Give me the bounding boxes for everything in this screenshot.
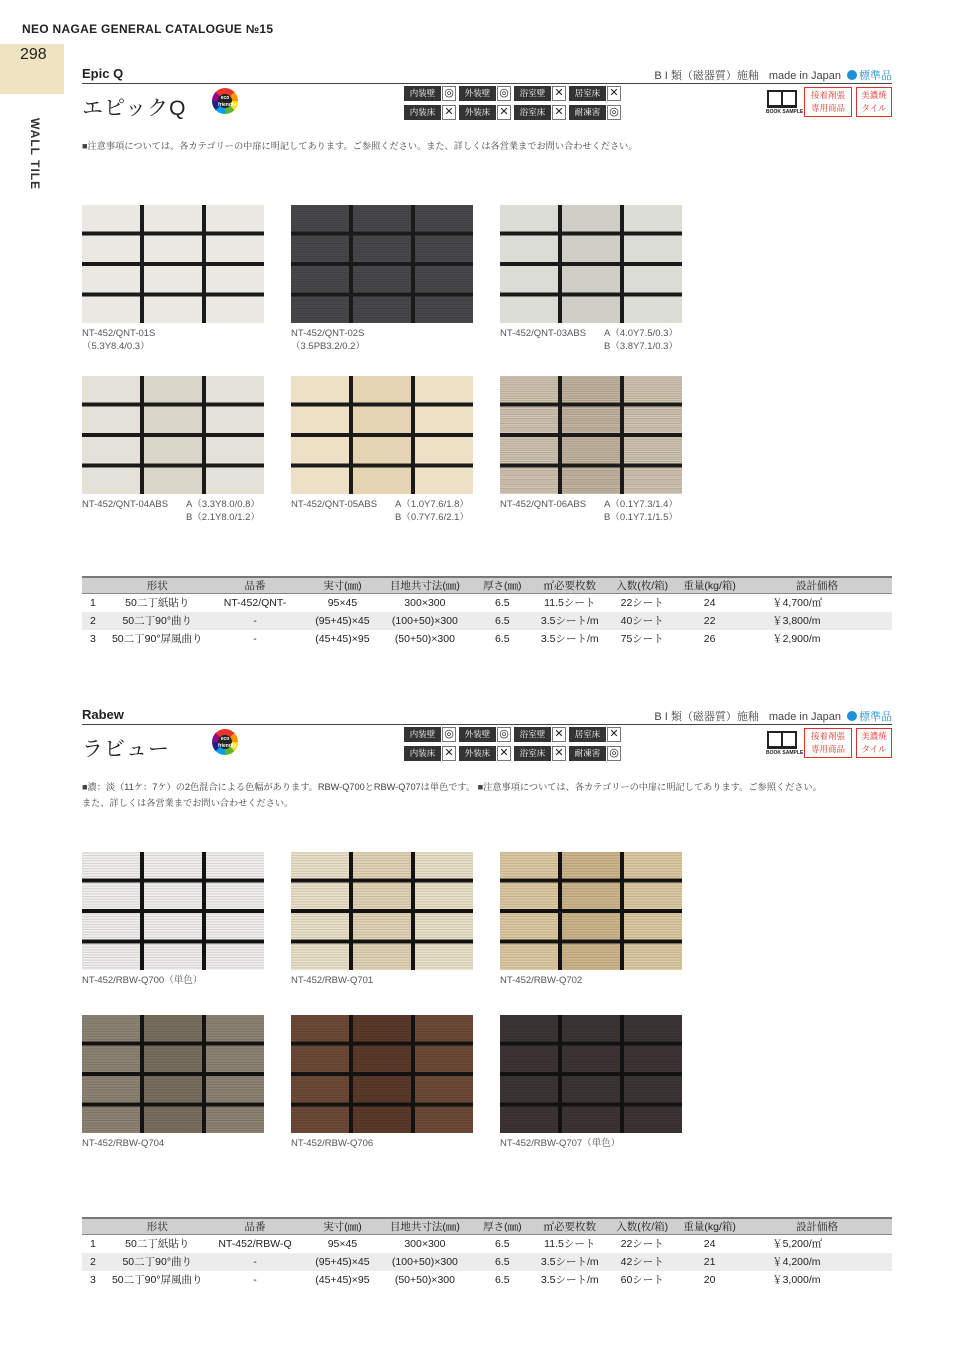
table-cell: (45+45)×95 (315, 632, 370, 645)
tag-line: 接着剤張 (810, 731, 845, 741)
usage-label: 居室床 (569, 86, 606, 101)
tile-swatch-image (82, 205, 264, 323)
eco-text-line: eco (220, 95, 230, 101)
swatch-code: NT-452/QNT-03ABS (500, 328, 587, 339)
table-cell: 42シート (607, 1253, 677, 1271)
table-cell: ￥3,800/m (742, 612, 892, 630)
usage-mark: ◎ (497, 86, 511, 101)
section-header (82, 707, 892, 725)
table-cell: 6.5 (472, 1253, 532, 1271)
usage-cell (459, 86, 511, 101)
tile-piece (562, 297, 620, 324)
table-cell: 1 (90, 596, 96, 609)
table-cell: - (203, 612, 308, 630)
tile-piece (206, 468, 264, 495)
table-header-cell: 重量(kg/箱) (677, 1218, 742, 1235)
origin: made in Japan (768, 711, 841, 723)
table-cell: 3 (90, 632, 96, 645)
product-section-1 (82, 66, 892, 666)
table-cell: 20 (703, 1273, 716, 1286)
table-cell: 3.5シート/m (532, 1253, 607, 1271)
usage-cell (514, 746, 566, 761)
usage-cell (514, 105, 566, 120)
tile-piece (144, 468, 202, 495)
table-row (82, 630, 892, 648)
section-note: ■濃：淡（11ケ：7ケ）の2色混合による色幅があります。RBW-Q700とRBW-Q707は単色です。 ■注意事項については、各カテゴリーの中扉に明記してあります。ご参照ください。 (82, 782, 822, 792)
table-header-cell (82, 1218, 112, 1235)
tile-swatch-image (500, 376, 682, 494)
usage-label: 内装壁 (404, 86, 441, 101)
table-cell: 11.5シート (544, 597, 596, 610)
product-tag-2 (856, 728, 892, 758)
book-sample-icon (766, 90, 804, 118)
tile-piece (500, 236, 558, 263)
tile-piece (624, 205, 682, 232)
table-cell: 11.5シート (544, 1238, 596, 1251)
table-header-cell: 重量(kg/箱) (677, 577, 742, 594)
swatch-color-spec: A（3.3Y8.0/0.8） (186, 499, 260, 510)
swatch-code: NT-452/QNT-01S (82, 328, 156, 339)
table-cell: 2 (82, 1253, 112, 1271)
tile-swatch-image (500, 852, 682, 970)
eco-badge-text (218, 94, 237, 108)
tile-piece (562, 205, 620, 232)
tile-piece (415, 468, 473, 495)
table-cell: 6.5 (495, 596, 510, 609)
tile-piece (500, 205, 558, 232)
usage-cell (569, 727, 621, 742)
table-header-cell: 実寸(㎜) (307, 577, 377, 594)
swatch-code: NT-452/RBW-Q701 (291, 975, 374, 986)
tile-piece (206, 297, 264, 324)
product-name-en: Epic Q (82, 66, 124, 81)
table-header-cell: 入数(枚/箱) (607, 577, 677, 594)
table-cell: (50+50)×300 (394, 1273, 455, 1286)
tile-swatch-image (500, 1015, 682, 1133)
tile-piece (415, 407, 473, 434)
usage-mark: ◎ (607, 105, 621, 120)
tile-piece (82, 376, 140, 403)
table-cell: 1 (90, 1237, 96, 1250)
table-header-row (82, 1218, 892, 1235)
usage-cell (459, 105, 511, 120)
table-header-cell: ㎡必要枚数 (532, 1218, 607, 1235)
usage-cell (514, 727, 566, 742)
tile-piece (144, 236, 202, 263)
section-note: ■注意事項については、各カテゴリーの中扉に明記してあります。ご参照ください。また、詳しくは各営業までお問い合わせください。 (82, 141, 638, 151)
table-cell: 60シート (620, 1274, 664, 1286)
tile-piece (82, 468, 140, 495)
tag-line: 美濃焼 (861, 731, 887, 741)
usage-cell (404, 746, 456, 761)
eco-text-line: eco (220, 736, 230, 742)
table-cell: 300×300 (404, 1237, 446, 1250)
tile-swatch-image (500, 205, 682, 323)
table-cell: - (203, 1253, 308, 1271)
tile-piece (82, 205, 140, 232)
swatch-code: NT-452/RBW-Q706 (291, 1138, 374, 1149)
tag-line: 美濃焼 (861, 90, 887, 100)
usage-mark: ✕ (552, 105, 566, 120)
tile-piece (624, 266, 682, 293)
table-header-cell: 形状 (112, 1218, 203, 1235)
table-header-cell: 実寸(㎜) (307, 1218, 377, 1235)
swatch-code: NT-452/QNT-04ABS (82, 499, 169, 510)
eco-badge-text (218, 735, 237, 749)
book-sample-label: BOOK SAMPLE (766, 109, 804, 115)
swatch-color-spec: A（4.0Y7.5/0.3） (604, 328, 678, 339)
section-note: また、詳しくは各営業までお問い合わせください。 (82, 798, 294, 808)
usage-label: 浴室壁 (514, 86, 551, 101)
tile-piece (291, 407, 349, 434)
tile-piece (353, 407, 411, 434)
usage-cell (404, 727, 456, 742)
tile-swatch (500, 852, 682, 970)
tile-piece (82, 297, 140, 324)
usage-cell (514, 86, 566, 101)
standard-label: 標準品 (859, 70, 892, 82)
usage-mark: ✕ (442, 746, 456, 761)
tile-swatch (82, 205, 264, 323)
tile-swatch-image (82, 1015, 264, 1133)
usage-cell (459, 746, 511, 761)
table-header-cell (82, 577, 112, 594)
table-cell: 6.5 (495, 1273, 510, 1286)
tile-piece (291, 437, 349, 464)
swatch-code: NT-452/RBW-Q702 (500, 975, 583, 986)
eco-friendly-icon (212, 88, 238, 114)
table-cell: - (253, 632, 257, 645)
tile-swatch (291, 852, 473, 970)
table-cell: 3.5シート/m (540, 633, 599, 645)
tile-piece (144, 297, 202, 324)
table-cell: ￥5,200/㎡ (772, 1238, 823, 1251)
standard-dot-icon (847, 711, 857, 721)
tag-line: タイル (861, 744, 887, 754)
table-cell: 24 (703, 596, 716, 609)
book-sample-label: BOOK SAMPLE (766, 750, 804, 756)
tile-swatch (291, 376, 473, 494)
table-row (82, 1235, 892, 1253)
swatch-code: NT-452/QNT-05ABS (291, 499, 378, 510)
usage-mark: ✕ (497, 105, 511, 120)
usage-mark: ✕ (552, 727, 566, 742)
usage-mark: ✕ (497, 746, 511, 761)
tile-piece (206, 437, 264, 464)
usage-mark: ✕ (552, 86, 566, 101)
swatch-code: NT-452/RBW-Q707（単色） (500, 1138, 621, 1149)
usage-label: 外装床 (459, 746, 496, 761)
tile-piece (144, 266, 202, 293)
table-cell: 50二丁紙貼り (125, 1238, 190, 1251)
tile-piece (82, 437, 140, 464)
table-cell: 21 (677, 1253, 742, 1271)
table-cell: 3.5シート/m (540, 1274, 599, 1286)
swatch-color-spec: B（0.1Y7.1/1.5） (604, 512, 678, 523)
usage-label: 内装床 (404, 746, 441, 761)
table-cell: 6.5 (495, 1237, 510, 1250)
usage-label: 浴室壁 (514, 727, 551, 742)
tag-line: 専用商品 (810, 103, 845, 113)
table-cell: ￥4,200/m (742, 1253, 892, 1271)
table-cell: 3.5シート/m (532, 612, 607, 630)
book-glyph (767, 731, 797, 749)
swatch-code: NT-452/RBW-Q700（単色） (82, 975, 203, 986)
table-cell: 2 (82, 612, 112, 630)
tag-line: 接着剤張 (810, 90, 845, 100)
table-header-cell: 目地共寸法(㎜) (377, 577, 472, 594)
table-cell: 95×45 (327, 596, 358, 609)
usage-label: 外装床 (459, 105, 496, 120)
table-cell: (95+45)×45 (307, 1253, 377, 1271)
usage-cell (459, 727, 511, 742)
table-cell: ￥4,700/㎡ (772, 597, 823, 610)
swatch-color-spec: （5.3Y8.4/0.3） (82, 341, 150, 352)
swatch-color-spec: B（2.1Y8.0/1.2） (186, 512, 260, 523)
product-name-en: Rabew (82, 707, 124, 722)
table-header-cell: 目地共寸法(㎜) (377, 1218, 472, 1235)
tile-piece (144, 437, 202, 464)
product-meta (654, 708, 892, 724)
section-header (82, 66, 892, 84)
table-header-cell: 品番 (203, 1218, 308, 1235)
tile-piece (206, 407, 264, 434)
tile-piece (206, 266, 264, 293)
tag-line: 専用商品 (810, 744, 845, 754)
table-row (82, 1253, 892, 1271)
usage-mark: ✕ (442, 105, 456, 120)
tile-piece (562, 266, 620, 293)
product-name-jp: エピックQ (82, 97, 187, 120)
table-cell: 24 (703, 1237, 716, 1250)
standard-dot-icon (847, 70, 857, 80)
usage-mark: ✕ (607, 86, 621, 101)
tile-swatch-image (82, 376, 264, 494)
table-header-cell: 厚さ(㎜) (472, 577, 532, 594)
usage-cell (569, 86, 621, 101)
table-header-cell: 設計価格 (742, 1218, 892, 1235)
table-cell: 50二丁90°屏風曲り (111, 633, 203, 645)
eco-text-line: friendly (218, 102, 237, 108)
tile-piece (206, 376, 264, 403)
table-cell: 6.5 (472, 612, 532, 630)
table-cell: 40シート (607, 612, 677, 630)
tile-piece (562, 236, 620, 263)
table-cell: 50二丁90°屏風曲り (111, 1274, 203, 1286)
table-cell: 22 (677, 612, 742, 630)
table-cell: (100+50)×300 (377, 612, 472, 630)
swatch-color-spec: A（1.0Y7.6/1.8） (395, 499, 469, 510)
table-header-row (82, 577, 892, 594)
table-cell: 50二丁紙貼り (125, 597, 190, 610)
tile-swatch-image (291, 205, 473, 323)
tile-piece (624, 236, 682, 263)
eco-friendly-icon (212, 729, 238, 755)
table-cell: (95+45)×45 (307, 612, 377, 630)
tile-swatch-image (291, 852, 473, 970)
usage-cell (404, 86, 456, 101)
material-spec: B I 類（磁器質）施釉 (654, 70, 759, 82)
side-category-label: WALL TILE (28, 118, 42, 191)
usage-mark: ◎ (607, 746, 621, 761)
swatch-code: NT-452/RBW-Q704 (82, 1138, 165, 1149)
eco-text-line: friendly (218, 743, 237, 749)
table-header-cell: 入数(枚/箱) (607, 1218, 677, 1235)
book-sample-icon (766, 731, 804, 759)
usage-mark: ◎ (442, 727, 456, 742)
material-spec: B I 類（磁器質）施釉 (654, 711, 759, 723)
tile-piece (415, 437, 473, 464)
tile-piece (353, 437, 411, 464)
tile-piece (415, 376, 473, 403)
usage-label: 居室床 (569, 727, 606, 742)
table-cell: 50二丁90°曲り (112, 612, 203, 630)
table-cell: 6.5 (495, 632, 510, 645)
tile-piece (82, 266, 140, 293)
table-cell: (50+50)×300 (394, 632, 455, 645)
swatch-code: NT-452/QNT-02S (291, 328, 365, 339)
spec-table (82, 576, 892, 648)
tile-piece (144, 407, 202, 434)
tile-piece (500, 297, 558, 324)
table-cell: 3 (90, 1273, 96, 1286)
usage-label: 耐凍害 (569, 746, 606, 761)
table-header-cell: 形状 (112, 577, 203, 594)
tile-swatch (291, 1015, 473, 1133)
usage-mark: ◎ (497, 727, 511, 742)
spec-table (82, 1217, 892, 1289)
table-cell: 50二丁90°曲り (112, 1253, 203, 1271)
product-tag-2 (856, 87, 892, 117)
usage-label: 耐凍害 (569, 105, 606, 120)
catalogue-title: NEO NAGAE GENERAL CATALOGUE №15 (22, 22, 274, 36)
tile-piece (144, 205, 202, 232)
table-row (82, 1271, 892, 1289)
usage-label: 浴室床 (514, 105, 551, 120)
tile-piece (291, 468, 349, 495)
table-cell: 26 (703, 632, 716, 645)
usage-label: 浴室床 (514, 746, 551, 761)
tile-swatch (291, 205, 473, 323)
tile-piece (353, 468, 411, 495)
usage-mark: ✕ (552, 746, 566, 761)
tile-piece (144, 376, 202, 403)
table-cell: NT-452/RBW-Q (218, 1237, 292, 1250)
tile-piece (82, 236, 140, 263)
swatch-color-spec: （3.5PB3.2/0.2） (291, 341, 365, 352)
tile-piece (624, 297, 682, 324)
table-row (82, 612, 892, 630)
swatch-code: NT-452/QNT-06ABS (500, 499, 587, 510)
tile-piece (353, 376, 411, 403)
product-section-2 (82, 707, 892, 1307)
tile-swatch-image (82, 852, 264, 970)
page-number: 298 (20, 46, 47, 63)
tile-piece (500, 266, 558, 293)
tile-piece (291, 376, 349, 403)
table-cell: 22シート (620, 597, 664, 610)
tile-swatch (500, 205, 682, 323)
table-cell: - (253, 1273, 257, 1286)
tile-swatch-image (291, 1015, 473, 1133)
book-glyph (767, 90, 797, 108)
product-name-jp: ラビュー (82, 738, 170, 761)
tile-swatch (82, 1015, 264, 1133)
table-cell: NT-452/QNT- (223, 596, 287, 609)
tag-line: タイル (861, 103, 887, 113)
usage-cell (569, 746, 621, 761)
table-cell: ￥2,900/m (772, 633, 821, 645)
usage-label: 内装壁 (404, 727, 441, 742)
swatch-color-spec: B（0.7Y7.6/2.1） (395, 512, 469, 523)
tile-piece (82, 407, 140, 434)
standard-label: 標準品 (859, 711, 892, 723)
usage-cell (404, 105, 456, 120)
table-cell: 95×45 (327, 1237, 358, 1250)
usage-label: 外装壁 (459, 86, 496, 101)
table-cell: 22シート (620, 1238, 664, 1251)
table-cell: (100+50)×300 (377, 1253, 472, 1271)
tile-swatch-image (291, 376, 473, 494)
product-tag-1 (804, 728, 852, 758)
table-cell: 75シート (620, 633, 664, 645)
tile-swatch (500, 1015, 682, 1133)
product-meta (654, 67, 892, 83)
table-header-cell: ㎡必要枚数 (532, 577, 607, 594)
tile-swatch (82, 852, 264, 970)
usage-mark: ✕ (607, 727, 621, 742)
table-header-cell: 品番 (203, 577, 308, 594)
usage-mark: ◎ (442, 86, 456, 101)
table-header-cell: 設計価格 (742, 577, 892, 594)
tile-swatch (500, 376, 682, 494)
usage-label: 内装床 (404, 105, 441, 120)
usage-label: 外装壁 (459, 727, 496, 742)
usage-cell (569, 105, 621, 120)
origin: made in Japan (768, 70, 841, 82)
table-header-cell: 厚さ(㎜) (472, 1218, 532, 1235)
tile-piece (206, 205, 264, 232)
table-cell: 300×300 (404, 596, 446, 609)
swatch-color-spec: A（0.1Y7.3/1.4） (604, 499, 678, 510)
table-cell: (45+45)×95 (315, 1273, 370, 1286)
product-tag-1 (804, 87, 852, 117)
swatch-color-spec: B（3.8Y7.1/0.3） (604, 341, 678, 352)
tile-swatch (82, 376, 264, 494)
tile-piece (206, 236, 264, 263)
table-row (82, 594, 892, 612)
table-cell: ￥3,000/m (772, 1274, 821, 1286)
